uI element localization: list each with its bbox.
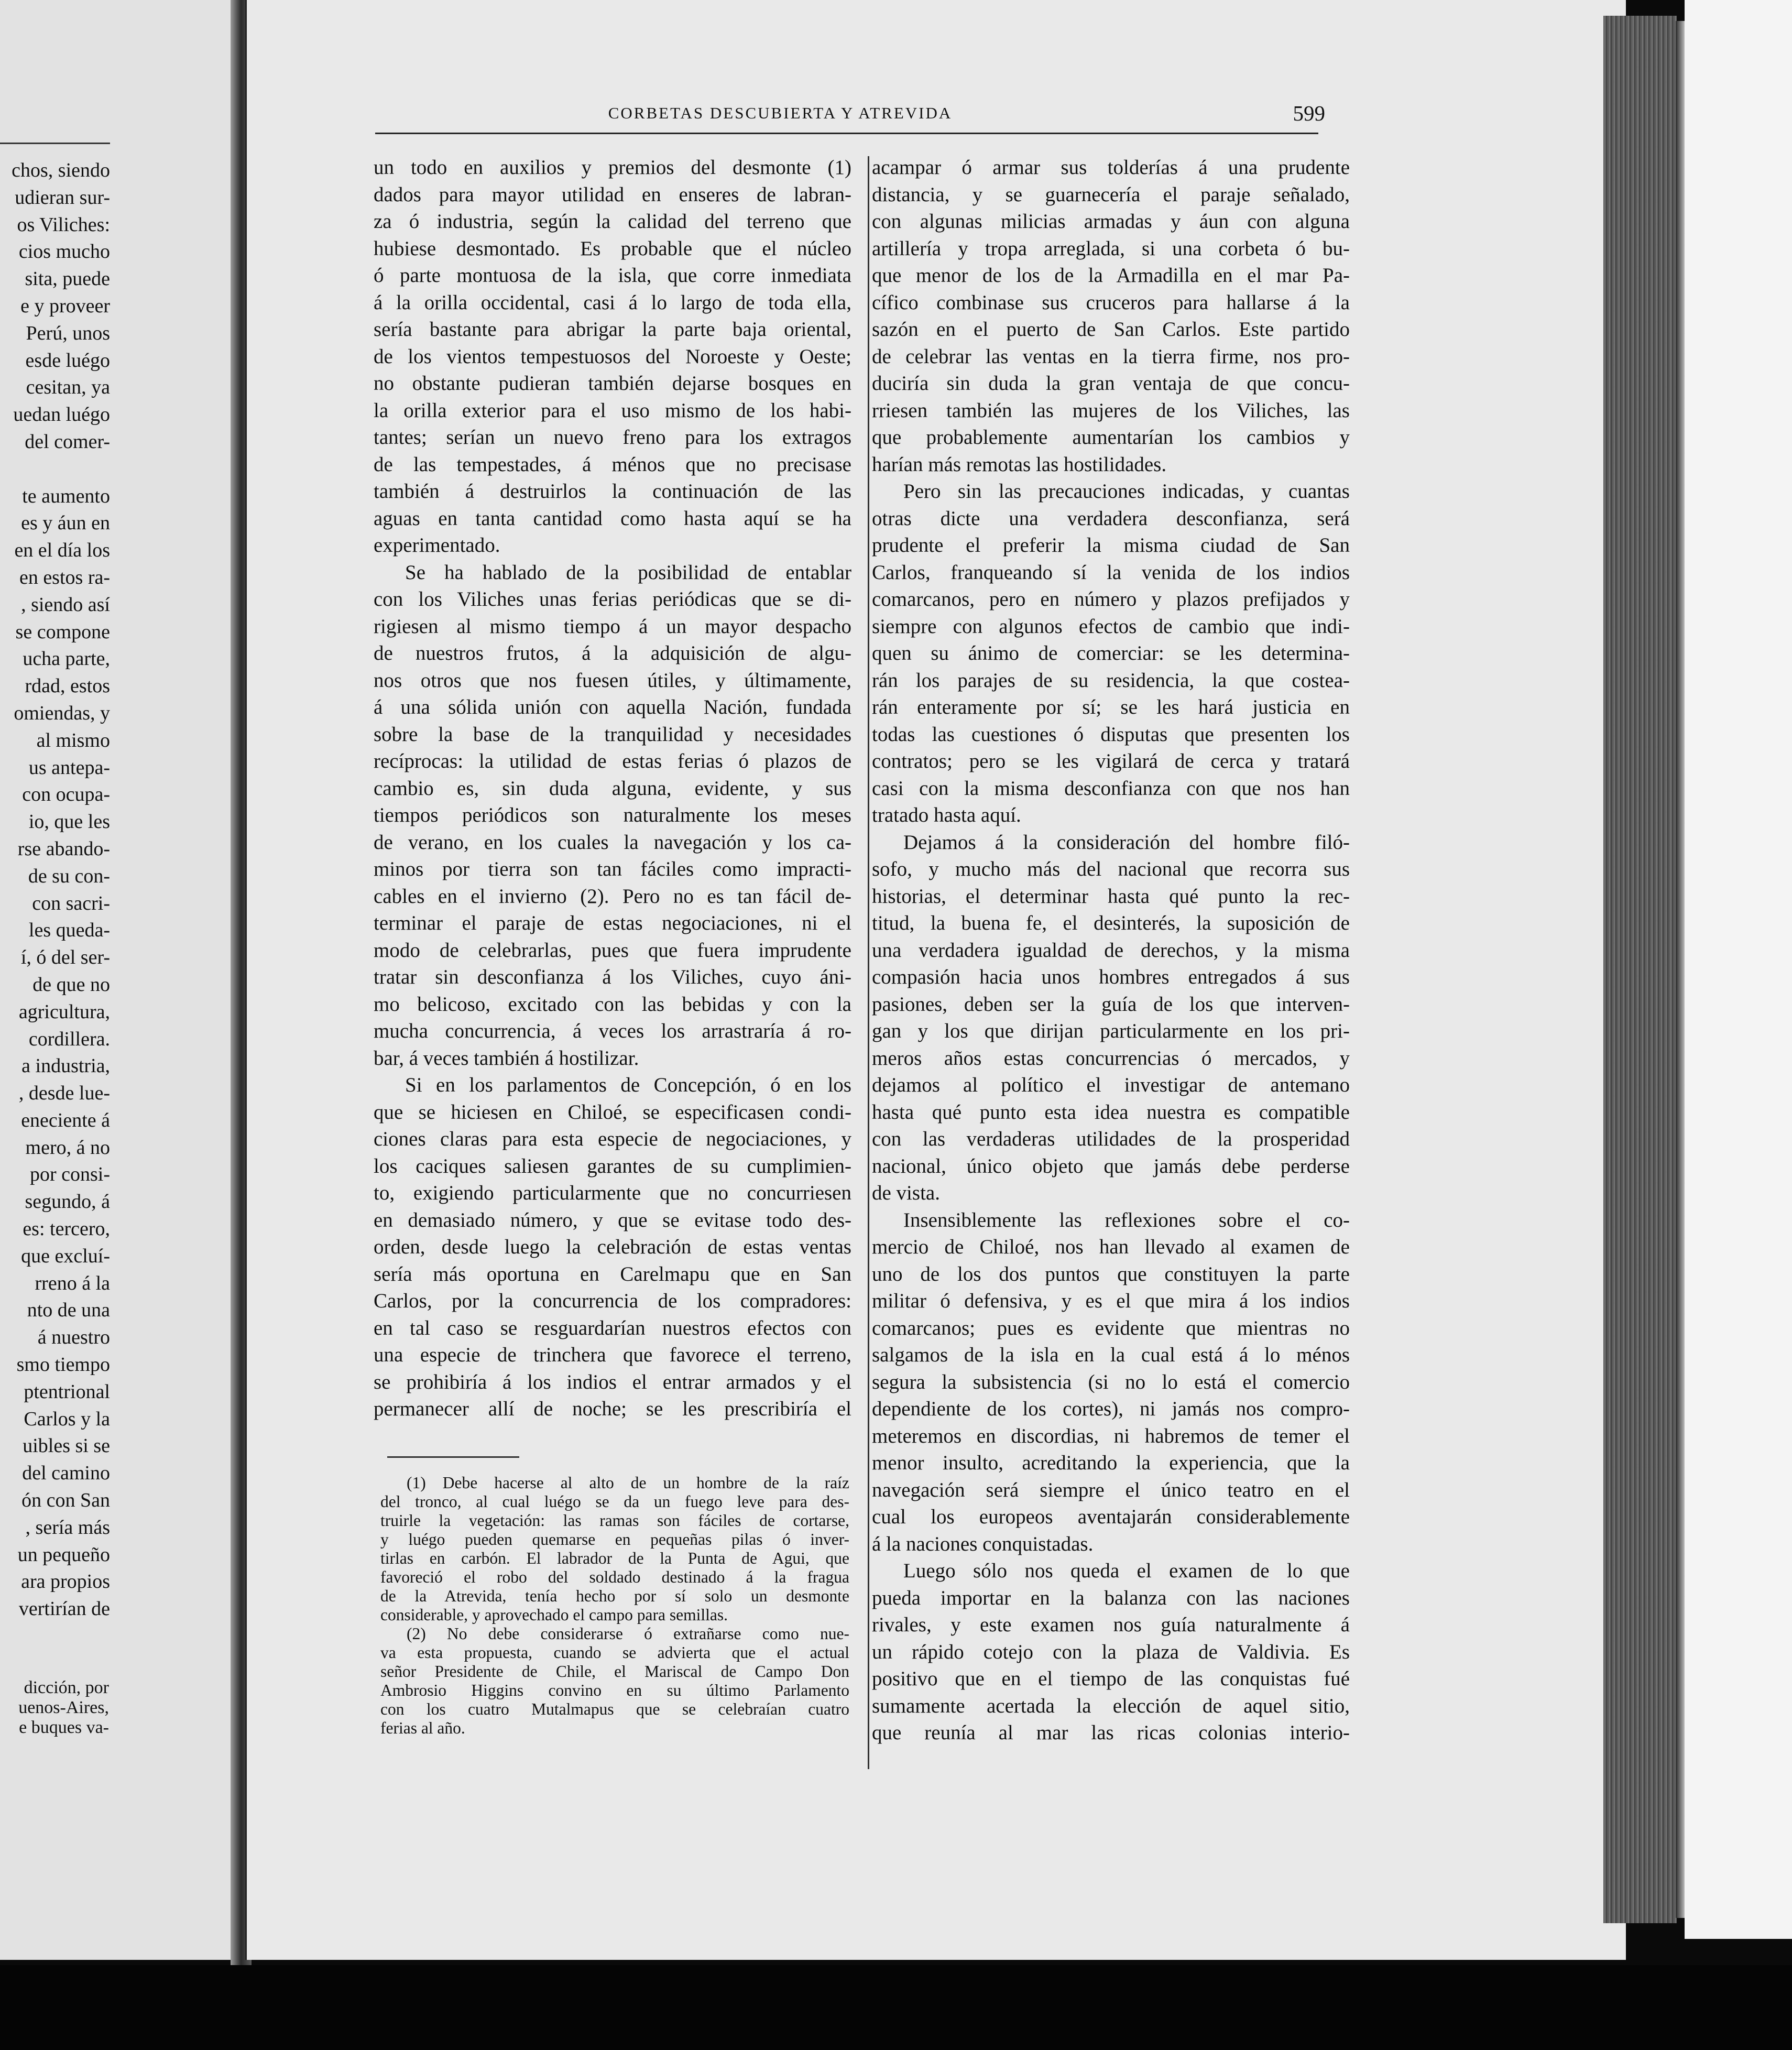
text-line: de vista. <box>872 1182 940 1204</box>
previous-page-line: Perú, unos <box>26 322 110 344</box>
previous-page-line: les queda- <box>28 919 110 942</box>
text-line: nos otros que nos fuesen útiles, y últimamente, <box>374 669 851 692</box>
previous-page-line: que excluí- <box>21 1245 110 1267</box>
text-line: que menor de los de la Armadilla en el mar Pa- <box>872 264 1350 287</box>
previous-page-line: nto de una <box>27 1299 110 1322</box>
text-line: harían más remotas las hostilidades. <box>872 453 1167 476</box>
text-line: salgamos de la isla en la cual está á lo ménos <box>872 1344 1350 1366</box>
previous-page-line: , sería más <box>25 1516 110 1539</box>
text-line: ó parte montuosa de la isla, que corre inmediata <box>374 264 851 287</box>
text-line: pueda importar en la balanza con las naciones <box>872 1586 1350 1609</box>
text-line: sería más oportuna en Carelmapu que en San <box>374 1262 851 1285</box>
previous-page-line: es: tercero, <box>23 1218 110 1240</box>
previous-page-line: segundo, á <box>25 1191 110 1213</box>
text-line: positivo que en el tiempo de las conquistas fué <box>872 1667 1350 1690</box>
text-line: sobre la base de la tranquilidad y necesidades <box>374 723 851 746</box>
text-line: casi con la misma desconfianza con que nos han <box>872 777 1350 800</box>
previous-page-line: en el día los <box>14 539 110 562</box>
scanner-background <box>1685 0 1792 1939</box>
footnote-line: con los cuatro Mutalmapus que se celebraían cuatro <box>380 1700 849 1718</box>
text-line: dejamos al político el investigar de antemano <box>872 1074 1350 1096</box>
previous-page-line: con sacri- <box>32 892 110 914</box>
previous-page-line <box>0 456 110 483</box>
text-line: comarcanos, pero en número y plazos prefijados y <box>872 588 1350 610</box>
text-column-right <box>872 154 1350 1747</box>
previous-page-line: se compone <box>15 620 110 643</box>
text-line: tratado hasta aquí. <box>872 804 1021 826</box>
text-line: en demasiado número, y que se evitase todo des- <box>374 1208 851 1231</box>
text-line: nacional, único objeto que jamás debe perderse <box>872 1154 1350 1177</box>
text-line: recíprocas: la utilidad de estas ferias ó plazos de <box>374 750 851 772</box>
text-line: gan y los que dirijan particularmente en los pri- <box>872 1020 1350 1042</box>
text-line: un rápido cotejo con la plaza de Valdivia. Es <box>872 1640 1350 1663</box>
text-line: que reunía al mar las ricas colonias interio- <box>872 1721 1350 1744</box>
previous-page-line: cesitan, ya <box>26 376 110 399</box>
text-line: en tal caso se resguardarían nuestros efectos con <box>374 1316 851 1339</box>
previous-page-line: vertirían de <box>18 1598 110 1620</box>
previous-page-line: con ocupa- <box>22 783 110 806</box>
text-line: prudente el preferir la misma ciudad de San <box>872 534 1350 557</box>
previous-page-line: rreno á la <box>35 1272 110 1294</box>
footnote-line: (1) Debe hacerse al alto de un hombre de la raíz <box>407 1474 849 1492</box>
text-line: rán los parajes de su residencia, la que costea- <box>872 669 1350 692</box>
text-line: meteremos en discordias, ni habremos de temer el <box>872 1424 1350 1447</box>
text-line: titud, la buena fe, el desinterés, la suposición de <box>872 912 1350 934</box>
text-line: Pero sin las precauciones indicadas, y cuantas <box>903 480 1350 503</box>
previous-page-line: rse abando- <box>17 837 110 860</box>
text-line: también á destruirlos la continuación de las <box>374 480 851 503</box>
previous-page-line: uibles si se <box>23 1435 110 1457</box>
footnote-line: favoreció el robo del soldado destinado á la fragua <box>380 1568 849 1586</box>
text-line: mucha concurrencia, á veces los arrastraría á ro- <box>374 1020 851 1042</box>
previous-page-text <box>0 157 110 1623</box>
text-line: cual los europeos aventajarán considerablemente <box>872 1506 1350 1528</box>
text-line: de verano, en los cuales la navegación y los ca- <box>374 831 851 854</box>
footnote-line: truirle la vegetación: las ramas son fáciles de cortarse, <box>380 1511 849 1530</box>
text-line: dados para mayor utilidad en enseres de labran- <box>374 183 851 206</box>
previous-page-line: de que no <box>32 973 110 996</box>
footnote-line: tirlas en carbón. El labrador de la Punta de Agui, que <box>380 1549 849 1567</box>
footnote-line: Ambrosio Higgins convino en su último Parlamento <box>380 1681 849 1699</box>
previous-page-line: en estos ra- <box>19 566 110 588</box>
text-line: con algunas milicias armadas y áun con alguna <box>872 210 1350 233</box>
previous-page-footnote <box>0 1678 109 1738</box>
previous-page-line: eneciente á <box>21 1109 110 1131</box>
footnote-line: de la Atrevida, tenía hecho por sí solo un desmonte <box>380 1587 849 1605</box>
footnote-line: va esta propuesta, cuando se advierta que el actual <box>380 1643 849 1662</box>
page-stack-edge <box>1603 16 1677 1923</box>
page-header <box>377 96 1325 133</box>
previous-page-line: del comer- <box>25 430 110 453</box>
text-line: za ó industria, según la calidad del terreno que <box>374 210 851 233</box>
previous-page-line: Carlos y la <box>24 1408 110 1430</box>
text-line: Luego sólo nos queda el examen de lo que <box>903 1560 1350 1582</box>
footnote-line: señor Presidente de Chile, el Mariscal de Campo Don <box>380 1662 849 1681</box>
previous-page-line: ara propios <box>21 1571 110 1593</box>
previous-page-fragment <box>0 0 240 1960</box>
previous-page-line: cordillera. <box>28 1028 110 1050</box>
previous-page-line: esde luégo <box>25 349 110 372</box>
footnote-line: y luégo pueden quemarse en pequeñas pilas ó inver- <box>380 1530 849 1549</box>
text-line: pasiones, deben ser la guía de los que interven- <box>872 993 1350 1016</box>
previous-page-line: del camino <box>22 1462 110 1485</box>
text-line: duciría sin duda la gran ventaja de que concu- <box>872 372 1350 395</box>
text-line: sumamente acertada la elección de aquel sitio, <box>872 1694 1350 1717</box>
text-line: todas las cuestiones ó disputas que presenten los <box>872 723 1350 746</box>
text-line: meros años estas concurrencias ó mercados, y <box>872 1046 1350 1070</box>
previous-page-line: mero, á no <box>25 1136 110 1159</box>
text-line: tratar sin desconfianza á los Viliches, cuyo áni- <box>374 966 851 988</box>
previous-page-footnote-line: e buques va- <box>19 1718 109 1737</box>
text-line: á la orilla occidental, casi á lo largo de toda ella, <box>374 291 851 314</box>
text-line: tantes; serían un nuevo freno para los extragos <box>374 426 851 449</box>
text-line: de los vientos tempestuosos del Noroeste y Oeste; <box>374 345 851 368</box>
text-line: una verdadera igualdad de derechos, y la misma <box>872 939 1350 962</box>
text-line: rivales, y este examen nos guía naturalmente á <box>872 1613 1350 1636</box>
footnote-line: considerable, y aprovechado el campo para semillas. <box>380 1606 728 1624</box>
previous-page-line: us antepa- <box>28 756 110 779</box>
text-line: uno de los dos puntos que constituyen la parte <box>872 1262 1350 1285</box>
footnotes <box>380 1474 849 1738</box>
text-line: compasión hacia unos hombres entregados á sus <box>872 966 1350 988</box>
text-line: acampar ó armar sus tolderías á una prudente <box>872 156 1350 179</box>
text-line: á una sólida unión con aquella Nación, fundada <box>374 696 851 718</box>
text-line: un todo en auxilios y premios del desmonte (1) <box>374 156 851 179</box>
text-line: Carlos, por la concurrencia de los compradores: <box>374 1290 851 1312</box>
header-rule <box>375 133 1318 134</box>
text-line: se prohibiría á los indios el entrar armados y el <box>374 1370 851 1393</box>
text-line: sofo, y mucho más del nacional que recorra sus <box>872 858 1350 880</box>
text-line: navegación será siempre el único teatro en el <box>872 1478 1350 1501</box>
previous-page-line: chos, siendo <box>12 159 110 181</box>
column-divider <box>868 156 869 1769</box>
text-line: orden, desde luego la celebración de estas ventas <box>374 1236 851 1258</box>
text-line: bar, á veces también á hostilizar. <box>374 1046 639 1070</box>
text-line: con las verdaderas utilidades de la prosperidad <box>872 1128 1350 1150</box>
text-line: Insensiblemente las reflexiones sobre el co- <box>903 1208 1350 1231</box>
text-line: rán enteramente por sí; se les hará justicia en <box>872 696 1350 718</box>
text-line: sería bastante para abrigar la parte baja oriental, <box>374 318 851 341</box>
text-line: que probablemente aumentarían los cambios y <box>872 426 1350 449</box>
text-line: comarcanos; pues es evidente que mientras no <box>872 1316 1350 1339</box>
previous-page-line: es y áun en <box>21 512 110 535</box>
text-line: cambio es, sin duda alguna, evidente, y sus <box>374 777 851 800</box>
previous-page-line: un pequeño <box>17 1543 110 1566</box>
previous-page-line: por consi- <box>29 1163 110 1186</box>
previous-page-line: omiendas, y <box>14 702 110 724</box>
page-number: 599 <box>1293 101 1325 125</box>
text-line: de nuestros frutos, á la adquisición de algu- <box>374 642 851 664</box>
footnote-line: del tronco, al cual luégo se da un fuego leve para des- <box>380 1492 849 1511</box>
text-line: distancia, y se guarnecería el paraje señalado, <box>872 183 1350 206</box>
running-title: CORBETAS DESCUBIERTA Y ATREVIDA <box>608 104 953 122</box>
text-line: dependiente de los cortes), ni jamás nos compro- <box>872 1398 1350 1420</box>
previous-page-line: á nuestro <box>37 1326 110 1349</box>
text-line: no obstante pudieran también dejarse bosques en <box>374 372 851 395</box>
text-line: ciones claras para esta especie de negociaciones, y <box>374 1128 851 1150</box>
text-line: historias, el determinar hasta qué punto la rec- <box>872 885 1350 908</box>
text-line: Si en los parlamentos de Concepción, ó en los <box>405 1074 851 1096</box>
previous-page-line: os Viliches: <box>17 213 110 236</box>
footnote-line: ferias al año. <box>380 1719 465 1737</box>
previous-page-line: agricultura, <box>18 1000 110 1023</box>
text-line: los caciques saliesen garantes de su cumplimien- <box>374 1154 851 1177</box>
footnote-line: (2) No debe considerarse ó extrañarse como nue- <box>407 1624 849 1643</box>
text-line: hasta qué punto esta idea nuestra es compatible <box>872 1100 1350 1124</box>
text-line: sazón en el puerto de San Carlos. Este partido <box>872 318 1350 341</box>
text-line: militar ó defensiva, y es el que mira á los indios <box>872 1290 1350 1312</box>
previous-page-line: ptentrional <box>24 1380 110 1403</box>
previous-page-footnote-line: uenos-Aires, <box>18 1698 109 1717</box>
text-line: la orilla exterior para el uso mismo de los habi- <box>374 399 851 422</box>
previous-page-line: a industria, <box>21 1055 110 1077</box>
text-line: artillería y tropa arreglada, si una corbeta ó bu- <box>872 237 1350 260</box>
previous-page-header-rule <box>0 143 110 144</box>
previous-page-line: e y proveer <box>20 295 110 317</box>
text-line: experimentado. <box>374 534 500 557</box>
text-line: modo de celebrarlas, pues que fuera imprudente <box>374 939 851 962</box>
previous-page-line: í, ó del ser- <box>20 946 110 969</box>
text-line: con los Viliches unas ferias periódicas que se di- <box>374 588 851 610</box>
text-line: to, exigiendo particularmente que no concurriesen <box>374 1182 851 1204</box>
text-line: á la naciones conquistadas. <box>872 1532 1094 1555</box>
previous-page-line: , siendo así <box>21 593 110 616</box>
scanner-bottom-border <box>0 1965 1792 2050</box>
text-line: terminar el paraje de estas negociaciones, ni el <box>374 912 851 934</box>
text-line: una especie de trinchera que favorece el terreno, <box>374 1344 851 1366</box>
text-line: de las tempestades, á ménos que no precisase <box>374 453 851 476</box>
text-line: hubiese desmontado. Es probable que el núcleo <box>374 237 851 260</box>
text-line: Dejamos á la consideración del hombre filó- <box>903 831 1350 854</box>
text-line: menor insulto, acreditando la experiencia, que la <box>872 1452 1350 1474</box>
text-line: permanecer allí de noche; se les prescribiría el <box>374 1398 851 1420</box>
text-line: quen su ánimo de comerciar: se les determina- <box>872 642 1350 664</box>
previous-page-line: smo tiempo <box>16 1354 110 1376</box>
previous-page-line: al mismo <box>36 729 110 751</box>
text-line: Carlos, franqueando sí la venida de los indios <box>872 561 1350 584</box>
text-line: aguas en tanta cantidad como hasta aquí se ha <box>374 507 851 530</box>
previous-page-line: te aumento <box>22 485 110 507</box>
previous-page-line: uedan luégo <box>13 404 110 426</box>
previous-page-line: cios mucho <box>18 241 110 263</box>
text-line: que se hiciesen en Chiloé, se especificasen condi- <box>374 1100 851 1124</box>
text-line: tiempos periódicos son naturalmente los meses <box>374 804 851 826</box>
footnote-rule <box>387 1456 519 1458</box>
text-line: minos por tierra son tan fáciles como impracti- <box>374 858 851 880</box>
previous-page-line: ucha parte, <box>23 648 110 670</box>
text-line: mercio de Chiloé, nos han llevado al examen de <box>872 1236 1350 1258</box>
text-line: rigiesen al mismo tiempo á un mayor despacho <box>374 615 851 638</box>
previous-page-line: ón con San <box>21 1489 110 1512</box>
previous-page-line: sita, puede <box>25 268 110 290</box>
text-line: mo belicoso, excitado con las bebidas y con la <box>374 993 851 1016</box>
text-line: contratos; pero se les vigilará de cerca y tratará <box>872 750 1350 772</box>
text-line: de celebrar las ventas en la tierra firme, nos pro- <box>872 345 1350 368</box>
previous-page-footnote-line: dicción, por <box>24 1678 109 1697</box>
text-line: otras dicte una verdadera desconfianza, será <box>872 507 1350 530</box>
previous-page-line: de su con- <box>28 865 110 887</box>
text-line: cables en el invierno (2). Pero no es tan fácil de- <box>374 885 851 908</box>
text-line: rriesen también las mujeres de los Viliches, las <box>872 399 1350 422</box>
previous-page-line: io, que les <box>28 811 110 833</box>
previous-page-line: , desde lue- <box>18 1082 110 1105</box>
previous-page-line: udieran sur- <box>15 186 110 209</box>
text-line: cífico combinase sus cruceros para hallarse á la <box>872 291 1350 314</box>
text-line: siempre con algunos efectos de cambio que indi- <box>872 615 1350 638</box>
previous-page-line: rdad, estos <box>25 675 110 697</box>
text-column-left <box>374 154 851 1423</box>
text-line: Se ha hablado de la posibilidad de entablar <box>405 561 851 584</box>
text-line: segura la subsistencia (si no lo está el comercio <box>872 1370 1350 1393</box>
